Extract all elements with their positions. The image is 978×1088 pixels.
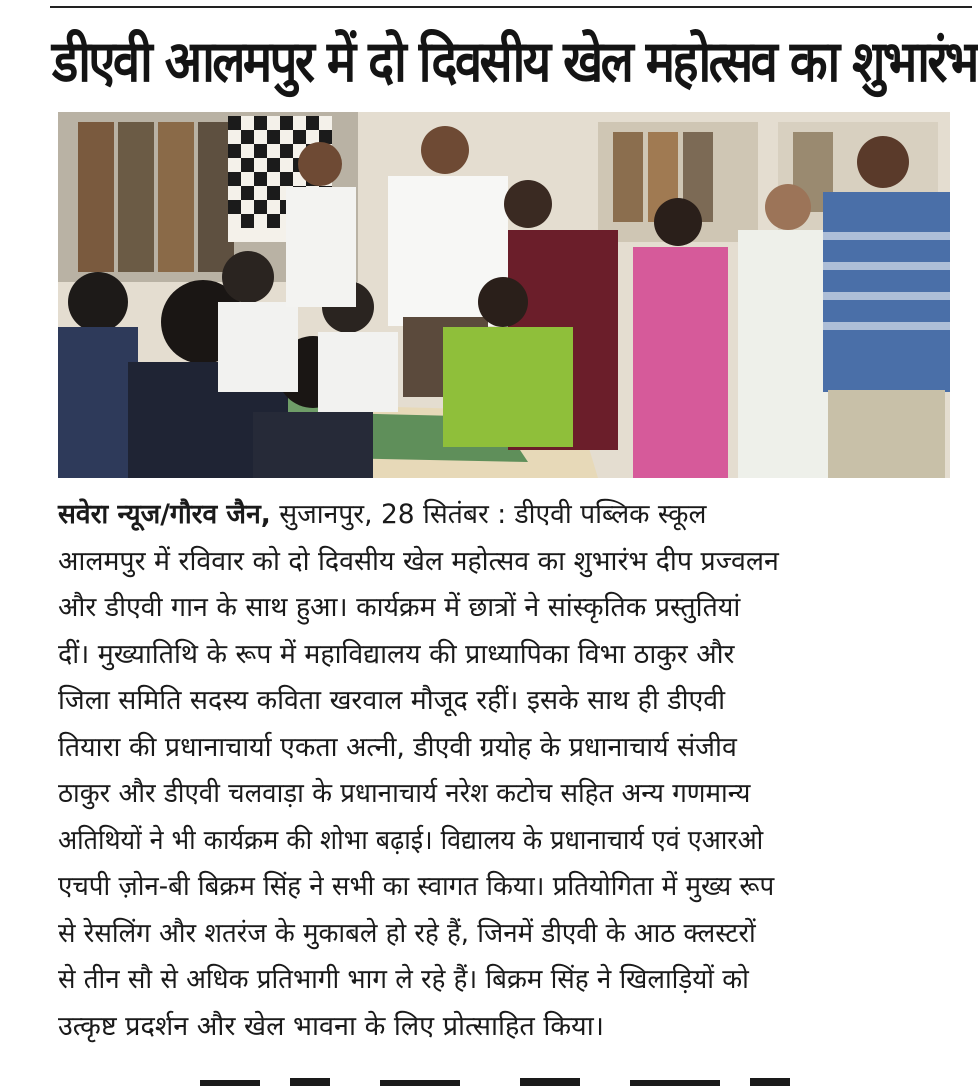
headline: डीएवी आलमपुर में दो दिवसीय खेल महोत्सव का शुभारंभ (52, 29, 977, 95)
byline: सवेरा न्यूज/गौरव जैन, (58, 499, 271, 530)
body-line-6: तियारा की प्रधानाचार्या एकता अत्नी, डीएवी ग्रयोह के प्रधानाचार्य संजीव (58, 731, 737, 763)
body-line-1 (58, 492, 932, 539)
body-line-8: अतिथियों ने भी कार्यक्रम की शोभा बढ़ाई। विद्यालय के प्रधानाचार्य एवं एआरओ (58, 824, 764, 856)
body-line-12: उत्कृष्ट प्रदर्शन और खेल भावना के लिए प्रोत्साहित किया। (58, 1010, 604, 1042)
body-line-2: आलमपुर में रविवार को दो दिवसीय खेल महोत्सव का शुभारंभ दीप प्रज्वलन (58, 545, 779, 577)
dateline: सुजानपुर, 28 सितंबर : डीएवी पब्लिक स्कूल (270, 499, 707, 530)
event-photo (58, 112, 950, 478)
body-line-5: जिला समिति सदस्य कविता खरवाल मौजूद रहीं। इसके साथ ही डीएवी (58, 685, 726, 716)
body-line-11: से तीन सौ से अधिक प्रतिभागी भाग ले रहे हैं। बिक्रम सिंह ने खिलाड़ियों को (58, 964, 749, 995)
body-line-4: दीं। मुख्यातिथि के रूप में महाविद्यालय की प्राध्यापिका विभा ठाकुर और (58, 638, 735, 670)
body-line-9: एचपी ज़ोन-बी बिक्रम सिंह ने सभी का स्वागत किया। प्रतियोगिता में मुख्य रूप (58, 871, 775, 902)
body-line-7: ठाकुर और डीएवी चलवाड़ा के प्रधानाचार्य नरेश कटोच सहित अन्य गणमान्य (58, 778, 751, 809)
top-rule (50, 6, 972, 8)
body-line-10: से रेसलिंग और शतरंज के मुकाबले हो रहे हैं, जिनमें डीएवी के आठ क्लस्टरों (58, 917, 756, 949)
next-article-cutoff (200, 1072, 800, 1088)
body-line-3: और डीएवी गान के साथ हुआ। कार्यक्रम में छात्रों ने सांस्कृतिक प्रस्तुतियां (58, 592, 741, 623)
article-body (58, 492, 950, 1050)
